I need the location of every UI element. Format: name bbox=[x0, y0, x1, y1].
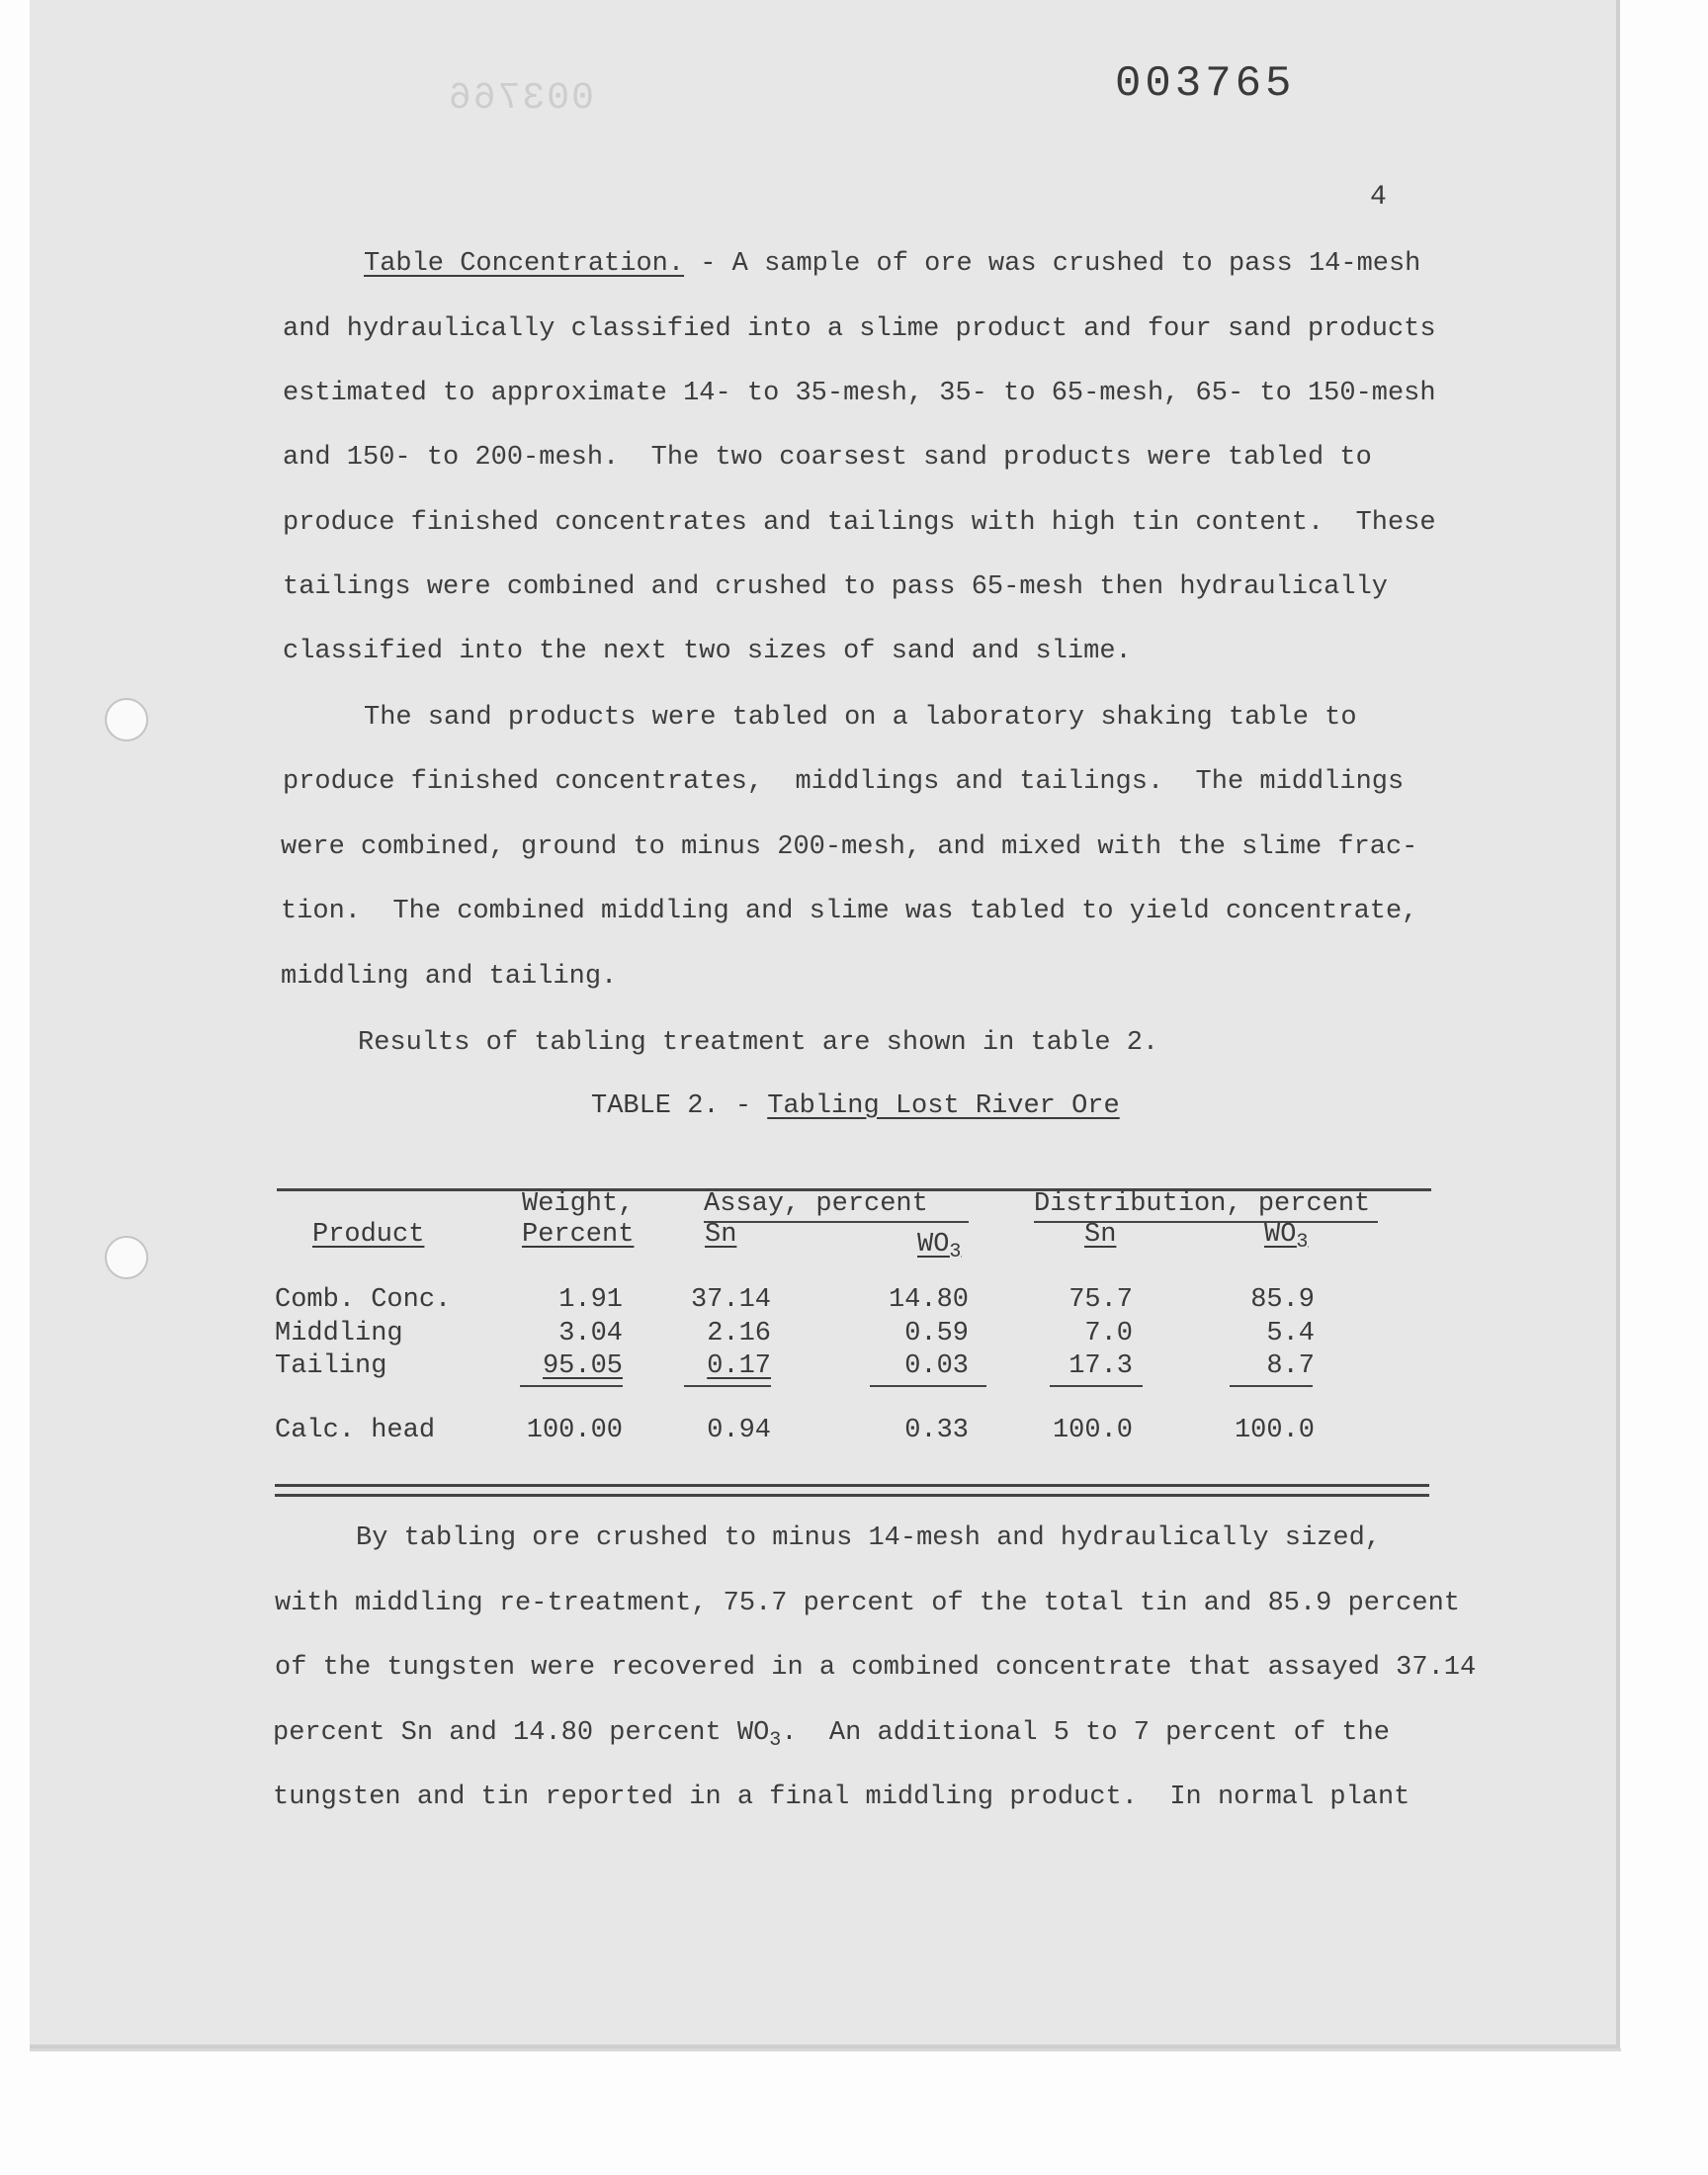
total-dist-sn: 100.0 bbox=[1052, 1416, 1133, 1445]
paragraph3-line: Results of tabling treatment are shown in table 2. bbox=[358, 1028, 1159, 1058]
total-dist-wo3: 100.0 bbox=[1234, 1416, 1315, 1445]
row1-assay-wo3: 14.80 bbox=[888, 1285, 969, 1315]
document-number: 003765 bbox=[1115, 59, 1296, 109]
subtotal-line-weight bbox=[520, 1385, 623, 1387]
row1-assay-sn: 37.14 bbox=[690, 1285, 771, 1315]
row2-assay-sn: 2.16 bbox=[707, 1319, 771, 1348]
paragraph1-line-1-text: - A sample of ore was crushed to pass 14-mesh bbox=[684, 249, 1421, 279]
paragraph1-line-7: classified into the next two sizes of sand and slime. bbox=[283, 637, 1132, 666]
subtotal-line-assay-sn bbox=[684, 1385, 771, 1387]
paragraph4-line-4-sub: 3 bbox=[769, 1729, 782, 1752]
row3-assay-wo3: 0.03 bbox=[904, 1351, 969, 1381]
header-assay: Assay, percent bbox=[704, 1189, 928, 1219]
paragraph1-line-4: and 150- to 200-mesh. The two coarsest sand products were tabled to bbox=[283, 443, 1372, 473]
row1-dist-wo3: 85.9 bbox=[1250, 1285, 1315, 1315]
row1-weight: 1.91 bbox=[558, 1285, 623, 1315]
paragraph4-line-1: By tabling ore crushed to minus 14-mesh and hydraulically sized, bbox=[356, 1523, 1381, 1553]
paragraph4-line-3: of the tungsten were recovered in a combined concentrate that assayed 37.14 bbox=[275, 1653, 1477, 1683]
paragraph4-line-4-b: . An additional 5 to 7 percent of the bbox=[781, 1718, 1391, 1748]
paragraph1-line-3: estimated to approximate 14- to 35-mesh, 35- to 65-mesh, 65- to 150-mesh bbox=[283, 379, 1436, 408]
table-bottom-rule-2 bbox=[275, 1494, 1429, 1497]
page-shadow bbox=[30, 2048, 1621, 2051]
paragraph2-line-4: tion. The combined middling and slime was tabled to yield concentrate, bbox=[281, 897, 1418, 926]
paragraph4-line-2: with middling re-treatment, 75.7 percent of the total tin and 85.9 percent bbox=[275, 1589, 1460, 1618]
header-dist-wo3 bbox=[1264, 1220, 1308, 1254]
subtotal-line-dist-wo3 bbox=[1230, 1385, 1313, 1387]
header-dist-wo3-sub: 3 bbox=[1296, 1231, 1309, 1254]
row3-dist-sn: 17.3 bbox=[1068, 1351, 1133, 1381]
header-dist-wo3-text: WO bbox=[1264, 1220, 1297, 1250]
total-assay-sn: 0.94 bbox=[707, 1416, 771, 1445]
header-dist-sn: Sn bbox=[1084, 1220, 1117, 1250]
row3-dist-wo3: 8.7 bbox=[1266, 1351, 1315, 1381]
paragraph4-line-4 bbox=[273, 1718, 1390, 1752]
header-assay-wo3 bbox=[917, 1230, 961, 1263]
row3-assay-sn: 0.17 bbox=[707, 1351, 771, 1381]
paragraph2-line-2: produce finished concentrates, middlings and tailings. The middlings bbox=[283, 767, 1405, 797]
paragraph4-line-5: tungsten and tin reported in a final middling product. In normal plant bbox=[273, 1783, 1410, 1812]
header-assay-wo3-sub: 3 bbox=[949, 1241, 962, 1263]
header-assay-underline bbox=[704, 1221, 969, 1223]
header-assay-sn: Sn bbox=[705, 1220, 737, 1250]
paragraph1-line-2: and hydraulically classified into a slime product and four sand products bbox=[283, 314, 1436, 344]
row1-dist-sn: 75.7 bbox=[1068, 1285, 1133, 1315]
header-weight-line2: Percent bbox=[522, 1220, 635, 1250]
table-title bbox=[591, 1091, 1120, 1121]
paragraph1-line-5: produce finished concentrates and tailings with high tin content. These bbox=[283, 508, 1436, 538]
row2-assay-wo3: 0.59 bbox=[904, 1319, 969, 1348]
row1-product: Comb. Conc. bbox=[275, 1285, 452, 1315]
row3-product: Tailing bbox=[275, 1351, 387, 1381]
page-number: 4 bbox=[1370, 182, 1387, 213]
header-distribution: Distribution, percent bbox=[1034, 1189, 1371, 1219]
table-title-name: Tabling Lost River Ore bbox=[767, 1091, 1120, 1121]
total-weight: 100.00 bbox=[526, 1416, 623, 1445]
paragraph4-line-4-a: percent Sn and 14.80 percent WO bbox=[273, 1718, 770, 1748]
header-product: Product bbox=[312, 1220, 425, 1250]
paragraph2-line-5: middling and tailing. bbox=[281, 962, 618, 992]
punch-hole-bottom bbox=[105, 1236, 148, 1279]
header-assay-wo3-text: WO bbox=[917, 1230, 950, 1260]
row2-dist-wo3: 5.4 bbox=[1266, 1319, 1315, 1348]
paragraph2-line-1: The sand products were tabled on a laboratory shaking table to bbox=[364, 703, 1357, 733]
subtotal-line-assay-wo3 bbox=[870, 1385, 986, 1387]
total-product: Calc. head bbox=[275, 1416, 436, 1445]
row2-weight: 3.04 bbox=[558, 1319, 623, 1348]
section-heading: Table Concentration. bbox=[364, 249, 685, 279]
row3-weight: 95.05 bbox=[542, 1351, 623, 1381]
table-bottom-rule-1 bbox=[275, 1484, 1429, 1487]
row2-dist-sn: 7.0 bbox=[1084, 1319, 1133, 1348]
table-title-prefix: TABLE 2. - bbox=[591, 1091, 768, 1121]
paragraph1-line-1 bbox=[364, 249, 1420, 279]
header-weight-line1: Weight, bbox=[522, 1189, 635, 1219]
punch-hole-top bbox=[105, 698, 148, 741]
row2-product: Middling bbox=[275, 1319, 403, 1348]
paragraph2-line-3: were combined, ground to minus 200-mesh, and mixed with the slime frac- bbox=[281, 832, 1418, 862]
subtotal-line-dist-sn bbox=[1050, 1385, 1143, 1387]
paragraph1-line-6: tailings were combined and crushed to pass 65-mesh then hydraulically bbox=[283, 572, 1388, 602]
bleed-through-number: 003766 bbox=[447, 77, 594, 120]
total-assay-wo3: 0.33 bbox=[904, 1416, 969, 1445]
